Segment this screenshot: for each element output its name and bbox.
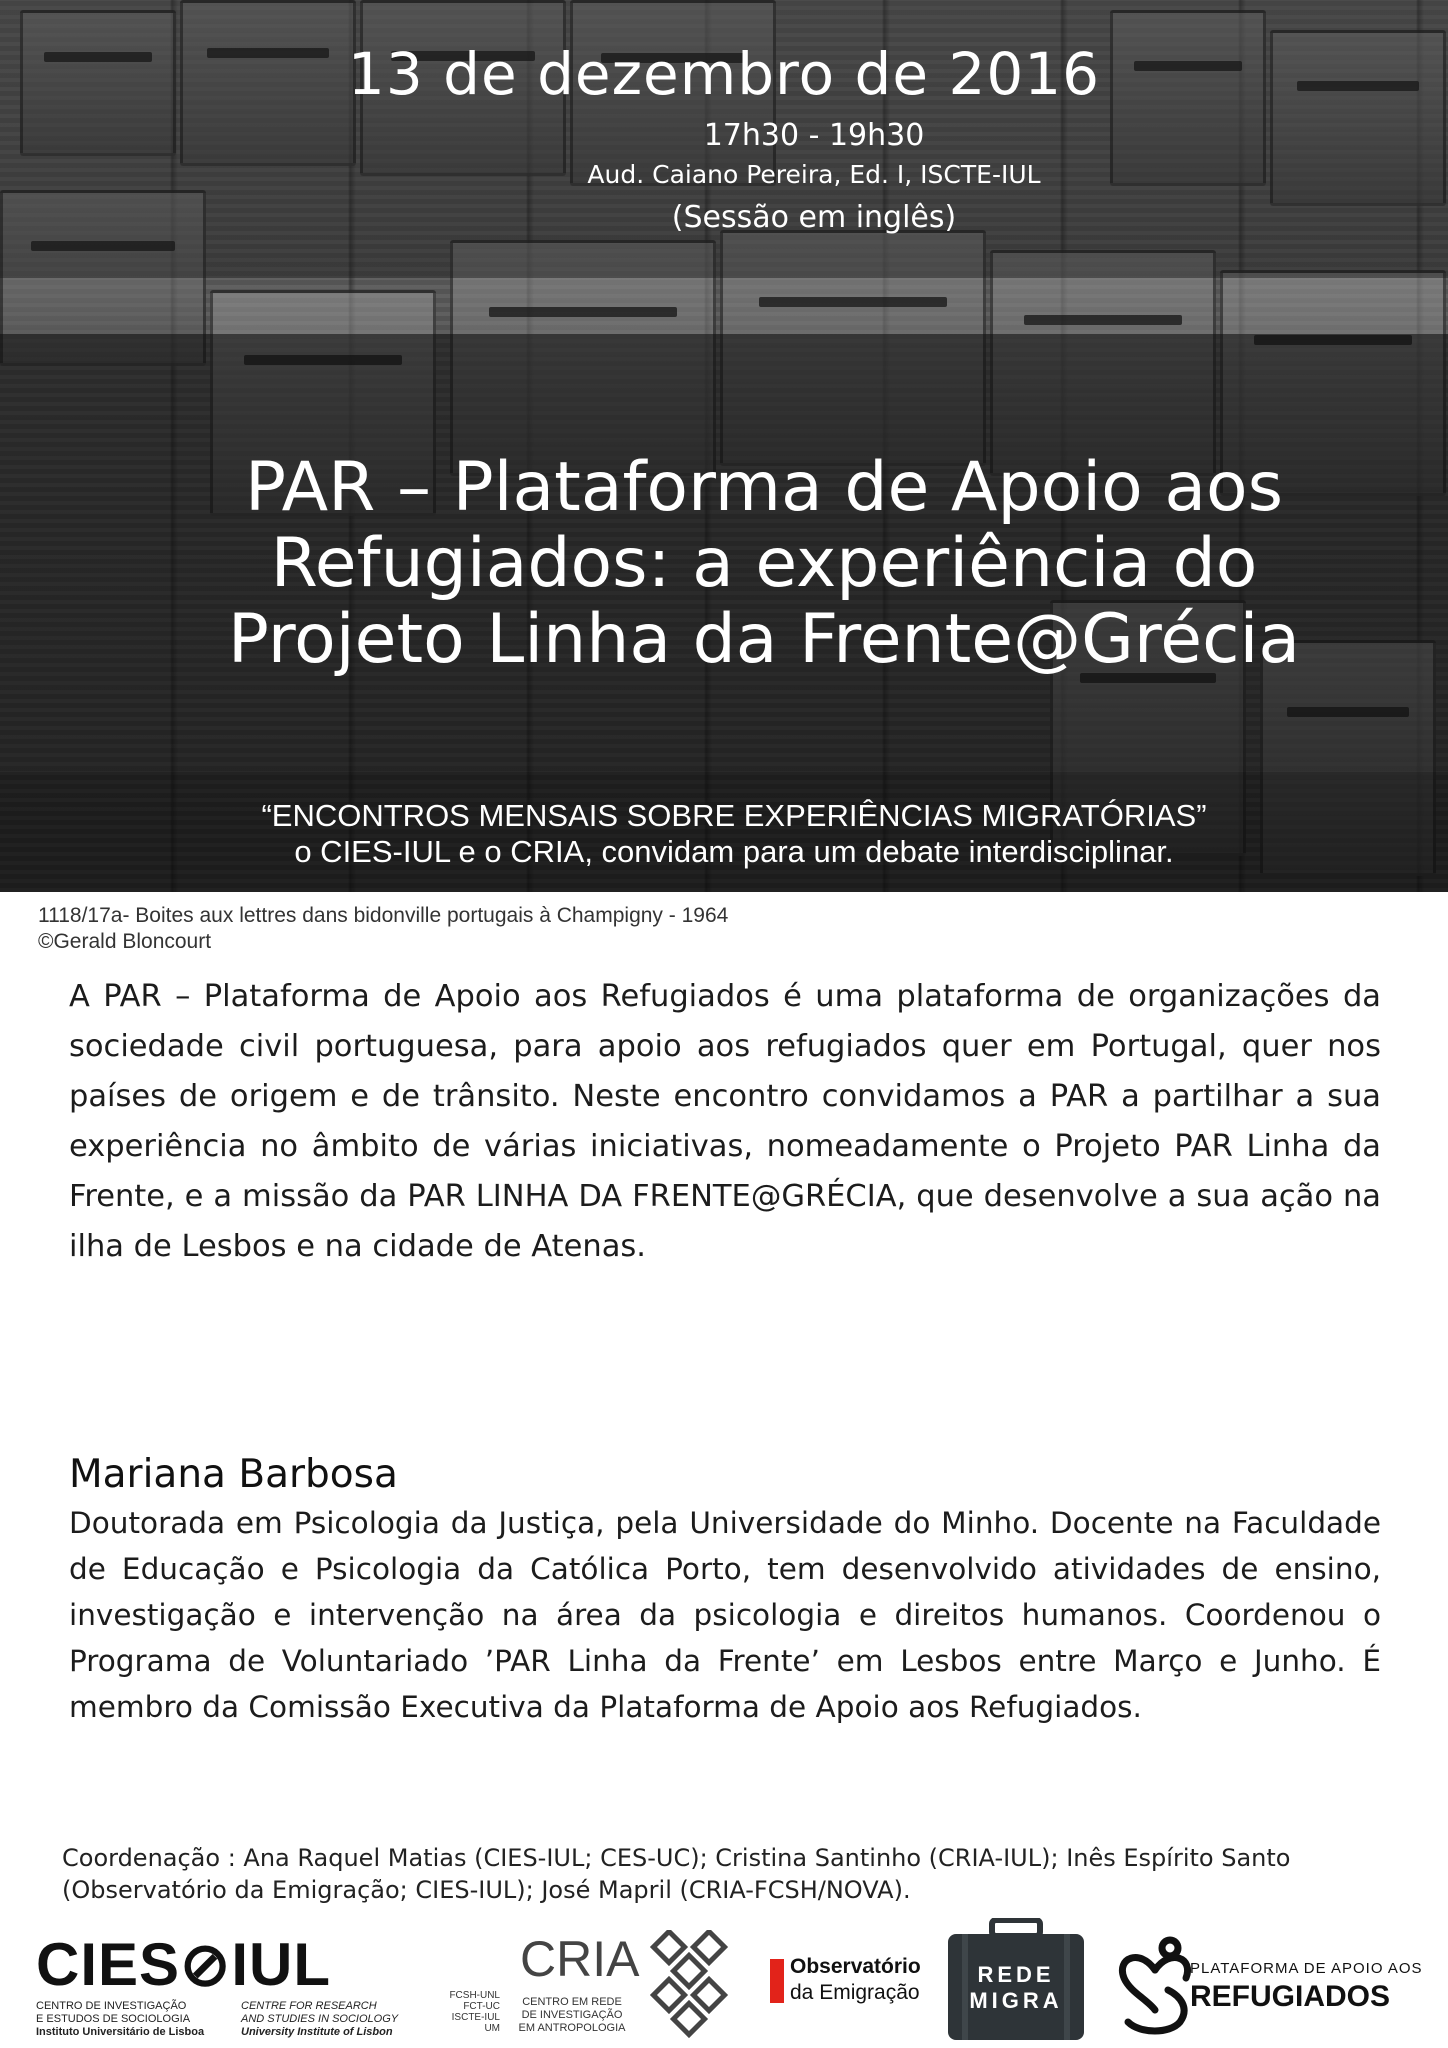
intro-paragraph: A PAR – Plataforma de Apoio aos Refugiados é uma plataforma de organizações da sociedade civil portuguesa, para apoio aos refugiados quer em Portugal, quer nos países de origem e de trânsito. Neste encontro convidamos a PAR a partilhar a sua experiência no âmbito de várias iniciativas, nomeadamente o Projeto PAR Linha da Frente, e a missão da PAR LINHA DA FRENTE@GRÉCIA, que desenvolve a sua ação na ilha de Lesbos e na cidade de Atenas. — [69, 979, 1381, 1264]
cies-pt-line-3: Instituto Universitário de Lisboa — [36, 2026, 205, 2038]
rede-migra-line-1: REDE — [977, 1962, 1055, 1987]
series-line-2: o CIES-IUL e o CRIA, convidam para um debate interdisciplinar. — [294, 834, 1174, 869]
cria-pattern-icon — [650, 1930, 736, 2040]
heart-hands-icon — [1110, 1930, 1200, 2040]
cies-pt-line-1: CENTRO DE INVESTIGAÇÃO — [36, 2000, 187, 2012]
rede-migra-line-2: MIGRA — [969, 1988, 1063, 2013]
photo-caption — [38, 903, 728, 955]
observatorio-line-1: Observatório — [790, 1955, 921, 1978]
coordination-note: Coordenação : Ana Raquel Matias (CIES-IUL; CES-UC); Cristina Santinho (CRIA-IUL); Inês Espírito Santo (Observatório da Emigração; CIES-IUL); José Mapril (CRIA-FCSH/NOVA). — [62, 1844, 1291, 1904]
cria-subtitle — [512, 1996, 632, 2035]
rede-migra-text — [944, 1962, 1088, 2014]
title-line-1: PAR – Plataforma de Apoio aos — [244, 448, 1284, 527]
hero-photo — [0, 0, 1448, 892]
cria-sub-line-2: DE INVESTIGAÇÃO — [521, 2009, 623, 2021]
cies-en-text — [241, 2000, 398, 2039]
cria-partner-1: FCSH-UNL — [449, 1990, 500, 2001]
event-title — [40, 450, 1448, 678]
cria-partner-3: ISCTE-IUL — [451, 2012, 500, 2023]
cria-wordmark: CRIA — [520, 1931, 640, 1987]
cria-partner-2: FCT-UC — [463, 2001, 500, 2012]
caption-credit: ©Gerald Bloncourt — [38, 930, 212, 953]
cria-sub-line-3: EM ANTROPOLOGIA — [518, 2022, 626, 2034]
observatorio-mark-icon — [770, 1959, 784, 2003]
cies-pt-line-2: E ESTUDOS DE SOCIOLOGIA — [36, 2013, 191, 2025]
event-date: 13 de dezembro de 2016 — [347, 40, 1101, 108]
speaker-bio: Doutorada em Psicologia da Justiça, pela Universidade do Minho. Docente na Faculdade de Educação e Psicologia da Católica Porto, tem desenvolvido atividades de ensino, investigação e intervenção na área da psicologia e direitos humanos. Coordenou o Programa de Voluntariado ’PAR Linha da Frente’ em Lesbos entre Março e Junho. É membro da Comissão Executiva da Plataforma de Apoio aos Refugiados. — [69, 1506, 1381, 1724]
caption-line-1: 1118/17a- Boites aux lettres dans bidonville portugais à Champigny - 1964 — [38, 904, 729, 927]
event-venue: Aud. Caiano Pereira, Ed. I, ISCTE-IUL — [587, 160, 1041, 189]
par-line-1: PLATAFORMA DE APOIO AOS — [1190, 1960, 1423, 1977]
cria-partner-4: UM — [484, 2023, 500, 2034]
cies-en-line-1: CENTRE FOR RESEARCH — [241, 2000, 377, 2012]
par-logo — [1110, 1930, 1430, 2040]
series-title — [10, 798, 1448, 870]
speaker-name: Mariana Barbosa — [69, 1452, 398, 1497]
observatorio-line-2: da Emigração — [790, 1981, 920, 2004]
par-line-2: REFUGIADOS — [1190, 1980, 1391, 2013]
cria-logo — [440, 1930, 740, 2042]
cria-partners — [440, 1990, 500, 2034]
observatorio-logo — [770, 1955, 950, 2015]
cria-sub-line-1: CENTRO EM REDE — [522, 1996, 622, 2008]
title-line-2: Refugiados: a experiência do — [270, 524, 1258, 603]
cies-en-line-2: AND STUDIES IN SOCIOLOGY — [241, 2013, 399, 2025]
event-time: 17h30 - 19h30 — [703, 118, 925, 153]
event-language: (Sessão em inglês) — [671, 200, 957, 235]
rede-migra-logo — [944, 1918, 1088, 2042]
cies-pt-text — [36, 2000, 204, 2039]
series-line-1: “ENCONTROS MENSAIS SOBRE EXPERIÊNCIAS MIGRATÓRIAS” — [261, 798, 1207, 833]
cies-en-line-3: University Institute of Lisbon — [241, 2026, 393, 2038]
cies-iul-logo — [36, 1930, 436, 2040]
cies-wordmark: CIES⊘IUL — [36, 1931, 331, 1998]
title-line-3: Projeto Linha da Frente@Grécia — [227, 600, 1301, 679]
